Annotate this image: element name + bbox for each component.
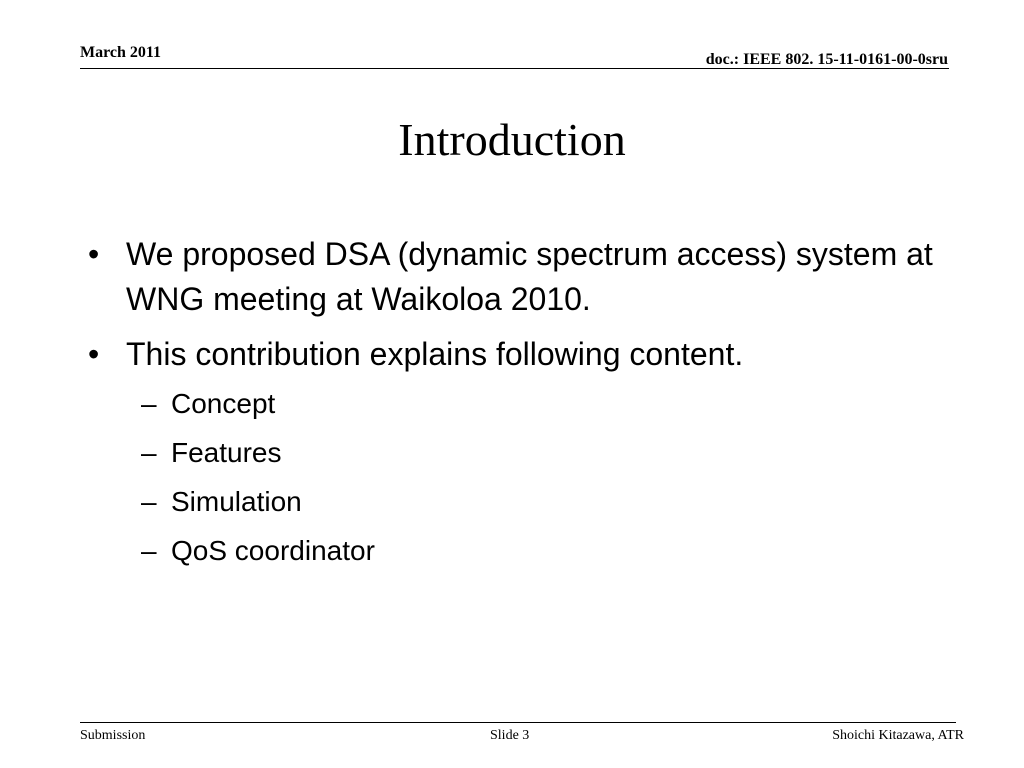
dash-icon: –: [141, 486, 157, 517]
dash-icon: –: [141, 388, 157, 419]
footer-author: Shoichi Kitazawa, ATR: [832, 728, 964, 743]
bullet-dot-icon: •: [88, 336, 100, 372]
bullet-item: [88, 332, 948, 377]
dash-icon: –: [141, 437, 157, 468]
slide-body: [88, 232, 948, 583]
sub-bullet-text: QoS coordinator: [171, 535, 375, 566]
sub-bullet-item: [88, 485, 948, 518]
dash-icon: –: [141, 535, 157, 566]
bullet-dot-icon: •: [88, 236, 100, 272]
sub-bullet-item: [88, 534, 948, 567]
bullet-text: We proposed DSA (dynamic spectrum access) system at WNG meeting at Waikoloa 2010.: [126, 236, 933, 317]
header-date: March 2011: [80, 44, 162, 61]
sub-bullet-list: [88, 387, 948, 567]
header-document-id: doc.: IEEE 802. 15-11-0161-00-0sru: [705, 51, 948, 68]
footer-slide-number: Slide 3: [490, 728, 530, 743]
sub-bullet-item: [88, 387, 948, 420]
sub-bullet-text: Simulation: [171, 486, 302, 517]
header-divider: [80, 68, 949, 69]
bullet-text: This contribution explains following content.: [126, 336, 744, 372]
sub-bullet-item: [88, 436, 948, 469]
footer-divider: [80, 722, 956, 723]
sub-bullet-text: Concept: [171, 388, 276, 419]
sub-bullet-text: Features: [171, 437, 282, 468]
footer-submission: Submission: [80, 728, 146, 743]
slide-title: Introduction: [398, 114, 626, 165]
bullet-item: [88, 232, 948, 322]
